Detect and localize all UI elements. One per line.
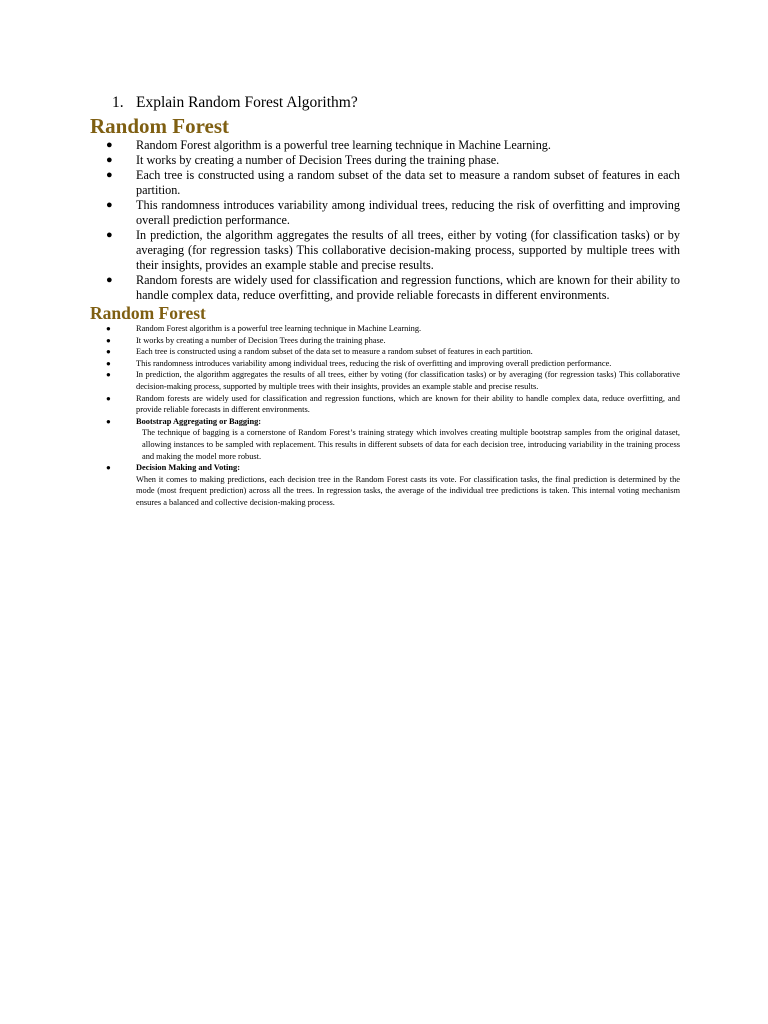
list-item-voting <box>90 462 680 508</box>
bagging-body: The technique of bagging is a cornerstone of Random Forest’s training strategy which involves creating multiple bootstrap samples from the original dataset, allowing instances to be sampled with replacement. This results in different subsets of data for each decision tree, introducing variability in the training process and making the model more robust. <box>142 428 680 461</box>
voting-title: Decision Making and Voting: <box>136 463 241 473</box>
bullet-dot: ● <box>106 139 113 151</box>
list-item-text: Each tree is constructed using a random subset of the data set to measure a random subset of features in each partition. <box>136 168 680 197</box>
list-item <box>90 138 680 153</box>
list-item <box>90 393 680 416</box>
list-item-text: Random Forest algorithm is a powerful tree learning technique in Machine Learning. <box>136 138 551 152</box>
list-item <box>90 273 680 303</box>
list-item-text: This randomness introduces variability among individual trees, reducing the risk of overfitting and improving overall prediction performance. <box>136 358 612 368</box>
question-number: 1. <box>112 94 124 111</box>
bullet-dot: ● <box>106 463 111 473</box>
list-item <box>90 335 680 347</box>
bullet-dot: ● <box>106 393 111 403</box>
bullet-dot: ● <box>106 370 111 380</box>
section-random-forest-large <box>90 114 680 303</box>
bullet-dot: ● <box>106 229 113 241</box>
list-item-text: In prediction, the algorithm aggregates the results of all trees, either by voting (for classification tasks) or by averaging (for regression tasks) This collaborative decision-making process, supported by multiple trees with their insights, provides an example stable and precise results. <box>136 228 680 272</box>
question-text: Explain Random Forest Algorithm? <box>136 94 358 111</box>
list-item <box>90 369 680 392</box>
bullet-dot: ● <box>106 154 113 166</box>
bullet-dot: ● <box>106 347 111 357</box>
list-item <box>90 228 680 273</box>
list-item-text: Random Forest algorithm is a powerful tree learning technique in Machine Learning. <box>136 324 422 333</box>
bullet-dot: ● <box>106 335 111 345</box>
section-heading: Random Forest <box>90 303 206 323</box>
bullet-dot: ● <box>106 274 113 286</box>
bullet-dot: ● <box>106 358 111 368</box>
list-item <box>90 323 680 335</box>
question-line <box>112 94 358 112</box>
list-item-text: It works by creating a number of Decision Trees during the training phase. <box>136 153 500 167</box>
list-item <box>90 153 680 168</box>
voting-body: When it comes to making predictions, each decision tree in the Random Forest casts its vote. For classification tasks, the final prediction is determined by the mode (most frequent prediction) across all the trees. In regression tasks, the average of the individual tree predictions is taken. This internal voting mechanism ensures a balanced and collective decision-making process. <box>136 474 680 507</box>
list-item <box>90 346 680 358</box>
list-item-text: Random forests are widely used for classification and regression functions, which are known for their ability to handle complex data, reduce overfitting, and provide reliable forecasts in different environments. <box>136 393 680 415</box>
list-item <box>90 168 680 198</box>
list-item-text: In prediction, the algorithm aggregates the results of all trees, either by voting (for classification tasks) or by averaging (for regression tasks) This collaborative decision-making process, supported by multiple trees with their insights, provides an example stable and precise results. <box>136 370 680 391</box>
bullet-list <box>90 138 680 303</box>
list-item-text: Random forests are widely used for classification and regression functions, which are known for their ability to handle complex data, reduce overfitting, and provide reliable forecasts in different environments. <box>136 273 680 302</box>
list-item-text: This randomness introduces variability among individual trees, reducing the risk of overfitting and improving overall prediction performance. <box>136 198 680 227</box>
bullet-dot: ● <box>106 199 113 211</box>
list-item-bagging <box>90 416 680 462</box>
bullet-dot: ● <box>106 324 111 333</box>
section-heading: Random Forest <box>90 114 230 138</box>
bullet-dot: ● <box>106 169 113 181</box>
bullet-list <box>90 323 680 509</box>
bullet-dot: ● <box>106 416 111 426</box>
section-random-forest-small <box>90 303 680 509</box>
list-item <box>90 198 680 228</box>
list-item <box>90 358 680 370</box>
list-item-text: Each tree is constructed using a random subset of the data set to measure a random subset of features in each partition. <box>136 347 533 357</box>
bagging-title: Bootstrap Aggregating or Bagging: <box>136 416 262 426</box>
list-item-text: It works by creating a number of Decision Trees during the training phase. <box>136 335 386 345</box>
